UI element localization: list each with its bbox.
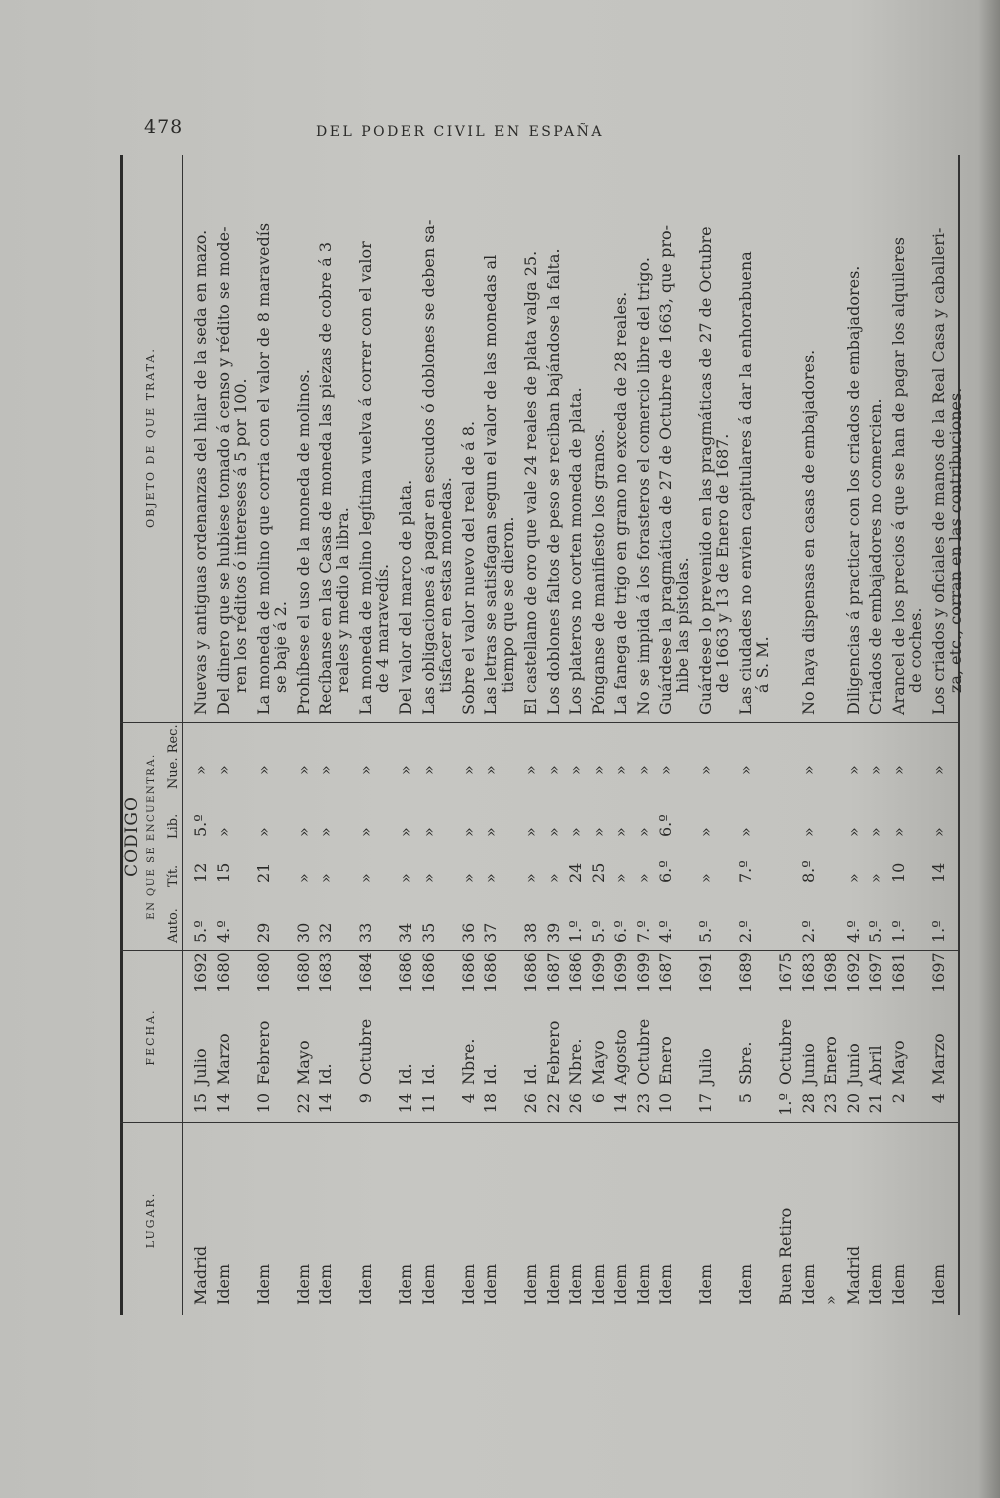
row-auto: 2.º: [798, 920, 818, 943]
row-nue-rec: »: [696, 765, 715, 775]
row-objeto-line: Diligencias á practicar con los criados de embajadores.: [843, 265, 863, 715]
row-month: Id.: [481, 1063, 500, 1085]
row-day: 21: [866, 1093, 885, 1114]
row-day: 11: [418, 1093, 438, 1114]
row-tit: »: [633, 873, 653, 883]
row-auto: 37: [481, 922, 500, 943]
row-objeto-line: Las ciudades no envien capitulares á dar la enhorabuena: [736, 251, 755, 715]
row-lugar: Idem: [396, 1263, 415, 1305]
row-year: 1687: [656, 952, 675, 993]
row-lugar: Idem: [736, 1263, 755, 1305]
row-nue-rec: »: [481, 765, 500, 775]
row-auto: 4.º: [656, 920, 675, 943]
row-objeto-line: El castellano de oro que vale 24 reales de plata valga 25.: [521, 250, 540, 715]
row-auto: 33: [356, 922, 375, 943]
column-rule: [120, 950, 958, 951]
row-auto: 32: [316, 922, 335, 943]
row-month: Id.: [521, 1063, 540, 1085]
column-rule: [120, 1122, 958, 1123]
row-lugar: Idem: [798, 1263, 818, 1305]
row-lugar: Idem: [696, 1263, 715, 1305]
row-month: Octubre: [633, 1018, 653, 1085]
row-month: Nbre.: [458, 1038, 478, 1085]
row-lib: »: [293, 827, 313, 837]
row-day: 14: [396, 1093, 415, 1114]
row-objeto-line: Prohíbese el uso de la moneda de molinos.: [293, 369, 313, 715]
row-lib: »: [928, 827, 948, 837]
row-objeto-line: Guárdese la pragmática de 27 de Octubre de 1663, que pro-: [656, 224, 675, 715]
row-lib: »: [798, 827, 818, 837]
row-day: 5: [736, 1093, 755, 1104]
row-month: Nbre.: [566, 1038, 585, 1085]
row-day: 6: [588, 1093, 608, 1104]
row-year: 1684: [356, 952, 375, 993]
row-objeto-line: Criados de embajadores no comercien.: [866, 398, 885, 715]
row-objeto-line: Arancel de los precios á que se han de pagar los alquileres: [888, 237, 908, 715]
row-objeto-line: se baje á 2.: [270, 601, 290, 693]
row-objeto-line: Recíbanse en las Casas de moneda las piezas de cobre á 3: [316, 241, 335, 715]
row-lib: »: [418, 827, 438, 837]
row-day: 4: [928, 1093, 948, 1104]
row-lib: »: [736, 827, 755, 837]
row-year: 1699: [633, 952, 653, 993]
row-month: Octubre: [776, 1018, 795, 1085]
row-lugar: Idem: [458, 1263, 478, 1305]
row-auto: 4.º: [843, 920, 863, 943]
column-rule: [120, 722, 958, 723]
row-lib: »: [316, 827, 335, 837]
row-auto: 5.º: [696, 920, 715, 943]
row-auto: 30: [293, 922, 313, 943]
row-lugar: Idem: [611, 1263, 630, 1305]
row-tit: 12: [191, 862, 210, 883]
row-objeto-line: za, etc., corran en las contribuciones.: [945, 387, 965, 693]
row-lugar: Idem: [656, 1263, 675, 1305]
row-year: 1675: [776, 952, 795, 993]
row-auto: 38: [521, 922, 540, 943]
row-month: Mayo: [888, 1040, 908, 1085]
row-tit: »: [396, 873, 415, 883]
row-tit: »: [481, 873, 500, 883]
row-lugar: Idem: [566, 1263, 585, 1305]
row-lugar: Idem: [521, 1263, 540, 1305]
row-objeto-line: á S. M.: [753, 636, 772, 693]
row-lib: »: [696, 827, 715, 837]
row-year: 1697: [866, 952, 885, 993]
row-day: 18: [481, 1093, 500, 1114]
header-codigo-sub: EN QUE SE ENCUENTRA.: [146, 753, 157, 920]
row-month: Julio: [696, 1048, 715, 1085]
row-tit: »: [611, 873, 630, 883]
row-year: 1680: [253, 952, 273, 993]
row-day: 22: [543, 1093, 563, 1114]
row-objeto-line: tiempo que se dieron.: [498, 516, 517, 693]
row-objeto-line: de 1663 y 13 de Enero de 1687.: [713, 433, 732, 693]
row-objeto-line: Los criados y oficiales de manos de la Real Casa y caballeri-: [928, 227, 948, 715]
table-bottom-rule: [958, 155, 960, 1315]
row-month: Octubre: [356, 1018, 375, 1085]
row-lib: »: [866, 827, 885, 837]
header-codigo: CÓDIGO: [122, 796, 142, 877]
row-nue-rec: »: [843, 765, 863, 775]
row-nue-rec: »: [588, 765, 608, 775]
running-head: DEL PODER CIVIL EN ESPAÑA: [316, 124, 604, 140]
row-auto: 4.º: [213, 920, 233, 943]
row-month: Mayo: [588, 1040, 608, 1085]
row-lib: »: [543, 827, 563, 837]
row-month: Abril: [866, 1045, 885, 1085]
row-lugar: Buen Retiro: [776, 1207, 795, 1305]
row-month: Id.: [316, 1063, 335, 1085]
row-year: 1686: [481, 952, 500, 993]
row-lib: »: [588, 827, 608, 837]
row-lugar: Idem: [543, 1263, 563, 1305]
row-lugar: Idem: [588, 1263, 608, 1305]
subheader-nue-rec: Nue. Rec.: [166, 724, 181, 789]
row-tit: 15: [213, 862, 233, 883]
row-day: 10: [656, 1093, 675, 1114]
row-nue-rec: »: [866, 765, 885, 775]
row-year: 1692: [843, 952, 863, 993]
row-auto: 34: [396, 922, 415, 943]
row-objeto-line: hibe las pistolas.: [673, 557, 692, 693]
row-lugar: Idem: [633, 1263, 653, 1305]
row-day: 2: [888, 1093, 908, 1104]
header-fecha: FECHA.: [144, 1008, 157, 1066]
row-tit: 25: [588, 862, 608, 883]
row-day: 26: [566, 1093, 585, 1114]
row-month: Sbre.: [736, 1041, 755, 1085]
row-objeto-line: Los doblones faltos de peso se reciban bajándose la falta.: [543, 248, 563, 715]
row-objeto-line: de coches.: [905, 607, 925, 693]
row-year: 1687: [543, 952, 563, 993]
row-lib: 6.º: [656, 814, 675, 837]
row-month: Junio: [798, 1043, 818, 1085]
row-objeto-line: La moneda de molino que corria con el valor de 8 maravedís: [253, 222, 273, 715]
row-month: Febrero: [253, 1020, 273, 1085]
row-month: Julio: [191, 1048, 210, 1085]
row-lib: »: [566, 827, 585, 837]
row-day: 23: [821, 1093, 840, 1114]
page-edge-shadow: [978, 0, 1000, 1498]
row-nue-rec: »: [396, 765, 415, 775]
row-tit: »: [543, 873, 563, 883]
row-objeto-line: Nuevas y antiguas ordenanzas del hilar de la seda en mazo.: [191, 229, 210, 715]
row-day: 20: [843, 1093, 863, 1114]
row-lib: »: [396, 827, 415, 837]
header-rule: [182, 155, 183, 1315]
row-objeto-line: Los plateros no corten moneda de plata.: [566, 387, 585, 715]
row-year: 1680: [293, 952, 313, 993]
row-objeto-line: de 4 maravedís.: [373, 563, 392, 693]
row-day: 14: [213, 1093, 233, 1114]
row-auto: 39: [543, 922, 563, 943]
row-month: Junio: [843, 1043, 863, 1085]
row-lugar: Idem: [316, 1263, 335, 1305]
row-year: 1683: [798, 952, 818, 993]
row-auto: 1.º: [566, 920, 585, 943]
row-year: 1698: [821, 952, 840, 993]
row-objeto-line: tisfacer en estas monedas.: [435, 477, 455, 693]
row-objeto-line: reales y medio la libra.: [333, 507, 352, 693]
row-year: 1683: [316, 952, 335, 993]
row-objeto-line: Del valor del marco de plata.: [396, 479, 415, 715]
row-tit: »: [293, 873, 313, 883]
row-objeto-line: Pónganse de manifiesto los granos.: [588, 428, 608, 715]
row-nue-rec: »: [928, 765, 948, 775]
row-lib: 5.º: [191, 814, 210, 837]
row-lib: »: [611, 827, 630, 837]
row-lib: »: [253, 827, 273, 837]
row-tit: 21: [253, 862, 273, 883]
row-year: 1686: [396, 952, 415, 993]
row-tit: »: [316, 873, 335, 883]
row-auto: 5.º: [588, 920, 608, 943]
row-month: Id.: [396, 1063, 415, 1085]
row-lib: »: [521, 827, 540, 837]
row-year: 1681: [888, 952, 908, 993]
row-lugar: Idem: [356, 1263, 375, 1305]
row-month: Agosto: [611, 1029, 630, 1085]
row-nue-rec: »: [656, 765, 675, 775]
row-lib: »: [888, 827, 908, 837]
row-lib: »: [356, 827, 375, 837]
row-nue-rec: »: [418, 765, 438, 775]
row-auto: 35: [418, 922, 438, 943]
row-year: 1686: [521, 952, 540, 993]
row-lib: »: [213, 827, 233, 837]
row-objeto-line: Guárdese lo prevenido en las pragmáticas de 27 de Octubre: [696, 226, 715, 715]
row-lugar: Idem: [928, 1263, 948, 1305]
row-year: 1686: [566, 952, 585, 993]
row-lib: »: [633, 827, 653, 837]
row-objeto-line: Sobre el valor nuevo del real de á 8.: [458, 420, 478, 715]
row-day: 15: [191, 1093, 210, 1114]
row-auto: 7.º: [633, 920, 653, 943]
row-day: 9: [356, 1093, 375, 1104]
row-auto: 1.º: [928, 920, 948, 943]
row-day: 23: [633, 1093, 653, 1114]
row-month: Marzo: [928, 1033, 948, 1085]
row-nue-rec: »: [888, 765, 908, 775]
row-tit: 8.º: [798, 860, 818, 883]
header-objeto: OBJETO DE QUE TRATA.: [144, 347, 157, 528]
row-day: 26: [521, 1093, 540, 1114]
subheader-tit: Tít.: [166, 864, 181, 887]
row-day: 1.º: [776, 1093, 795, 1116]
rotated-table: [120, 155, 965, 1315]
row-lugar: Idem: [253, 1263, 273, 1305]
row-month: Febrero: [543, 1020, 563, 1085]
row-auto: 5.º: [191, 920, 210, 943]
row-month: Enero: [656, 1036, 675, 1085]
row-auto: 2.º: [736, 920, 755, 943]
row-auto: 36: [458, 922, 478, 943]
row-year: 1686: [418, 952, 438, 993]
row-nue-rec: »: [356, 765, 375, 775]
row-year: 1680: [213, 952, 233, 993]
row-year: 1686: [458, 952, 478, 993]
row-tit: »: [521, 873, 540, 883]
row-day: 14: [316, 1093, 335, 1114]
row-lib: »: [843, 827, 863, 837]
row-objeto-line: Las obligaciones á pagar en escudos ó doblones se deben sa-: [418, 219, 438, 715]
row-auto: 5.º: [866, 920, 885, 943]
row-lugar: Madrid: [843, 1245, 863, 1305]
row-day: 28: [798, 1093, 818, 1114]
row-auto: 1.º: [888, 920, 908, 943]
row-objeto-line: No haya dispensas en casas de embajadores.: [798, 349, 818, 715]
row-day: 17: [696, 1093, 715, 1114]
row-tit: »: [458, 873, 478, 883]
row-lugar: Idem: [481, 1263, 500, 1305]
row-lib: »: [458, 827, 478, 837]
row-nue-rec: »: [543, 765, 563, 775]
row-nue-rec: »: [316, 765, 335, 775]
row-tit: 6.º: [656, 860, 675, 883]
row-day: 4: [458, 1093, 478, 1104]
row-tit: 10: [888, 862, 908, 883]
row-lugar: Idem: [293, 1263, 313, 1305]
row-nue-rec: »: [736, 765, 755, 775]
row-lugar: Idem: [213, 1263, 233, 1305]
row-nue-rec: »: [633, 765, 653, 775]
row-tit: 24: [566, 862, 585, 883]
row-objeto-line: La moneda de molino legítima vuelva á correr con el valor: [356, 241, 375, 715]
row-year: 1699: [611, 952, 630, 993]
row-month: Mayo: [293, 1040, 313, 1085]
row-month: Marzo: [213, 1033, 233, 1085]
row-lugar: Idem: [418, 1263, 438, 1305]
page-number: 478: [144, 116, 184, 138]
row-lugar: Madrid: [191, 1245, 210, 1305]
row-auto: 29: [253, 922, 273, 943]
row-day: 10: [253, 1093, 273, 1114]
row-day: 14: [611, 1093, 630, 1114]
row-nue-rec: »: [458, 765, 478, 775]
row-year: 1689: [736, 952, 755, 993]
header-lugar: LUGAR.: [144, 1191, 157, 1249]
row-month: Enero: [821, 1036, 840, 1085]
row-year: 1692: [191, 952, 210, 993]
row-objeto-line: La fanega de trigo en grano no exceda de 28 reales.: [611, 291, 630, 715]
row-objeto-line: Del dinero que se hubiese tomado á censo y rédito se mode-: [213, 226, 233, 715]
subheader-lib: Lib.: [166, 813, 181, 839]
row-month: Id.: [418, 1063, 438, 1085]
row-nue-rec: »: [293, 765, 313, 775]
row-lugar: »: [821, 1295, 840, 1305]
row-tit: »: [696, 873, 715, 883]
row-year: 1699: [588, 952, 608, 993]
row-lib: »: [481, 827, 500, 837]
row-objeto-line: ren los réditos ó intereses á 5 por 100.: [230, 378, 250, 693]
row-tit: »: [843, 873, 863, 883]
row-objeto-line: No se impida á los forasteros el comercio libre del trigo.: [633, 257, 653, 715]
row-nue-rec: »: [798, 765, 818, 775]
row-nue-rec: »: [521, 765, 540, 775]
row-objeto-line: Las letras se satisfagan segun el valor de las monedas al: [481, 254, 500, 715]
row-tit: »: [866, 873, 885, 883]
row-year: 1697: [928, 952, 948, 993]
row-nue-rec: »: [191, 765, 210, 775]
row-tit: 7.º: [736, 860, 755, 883]
row-auto: 6.º: [611, 920, 630, 943]
row-nue-rec: »: [253, 765, 273, 775]
row-tit: »: [356, 873, 375, 883]
row-year: 1691: [696, 952, 715, 993]
row-tit: »: [418, 873, 438, 883]
row-nue-rec: »: [213, 765, 233, 775]
row-lugar: Idem: [888, 1263, 908, 1305]
row-nue-rec: »: [566, 765, 585, 775]
subheader-auto: Auto.: [166, 908, 181, 943]
row-tit: 14: [928, 862, 948, 883]
row-lugar: Idem: [866, 1263, 885, 1305]
row-day: 22: [293, 1093, 313, 1114]
row-nue-rec: »: [611, 765, 630, 775]
